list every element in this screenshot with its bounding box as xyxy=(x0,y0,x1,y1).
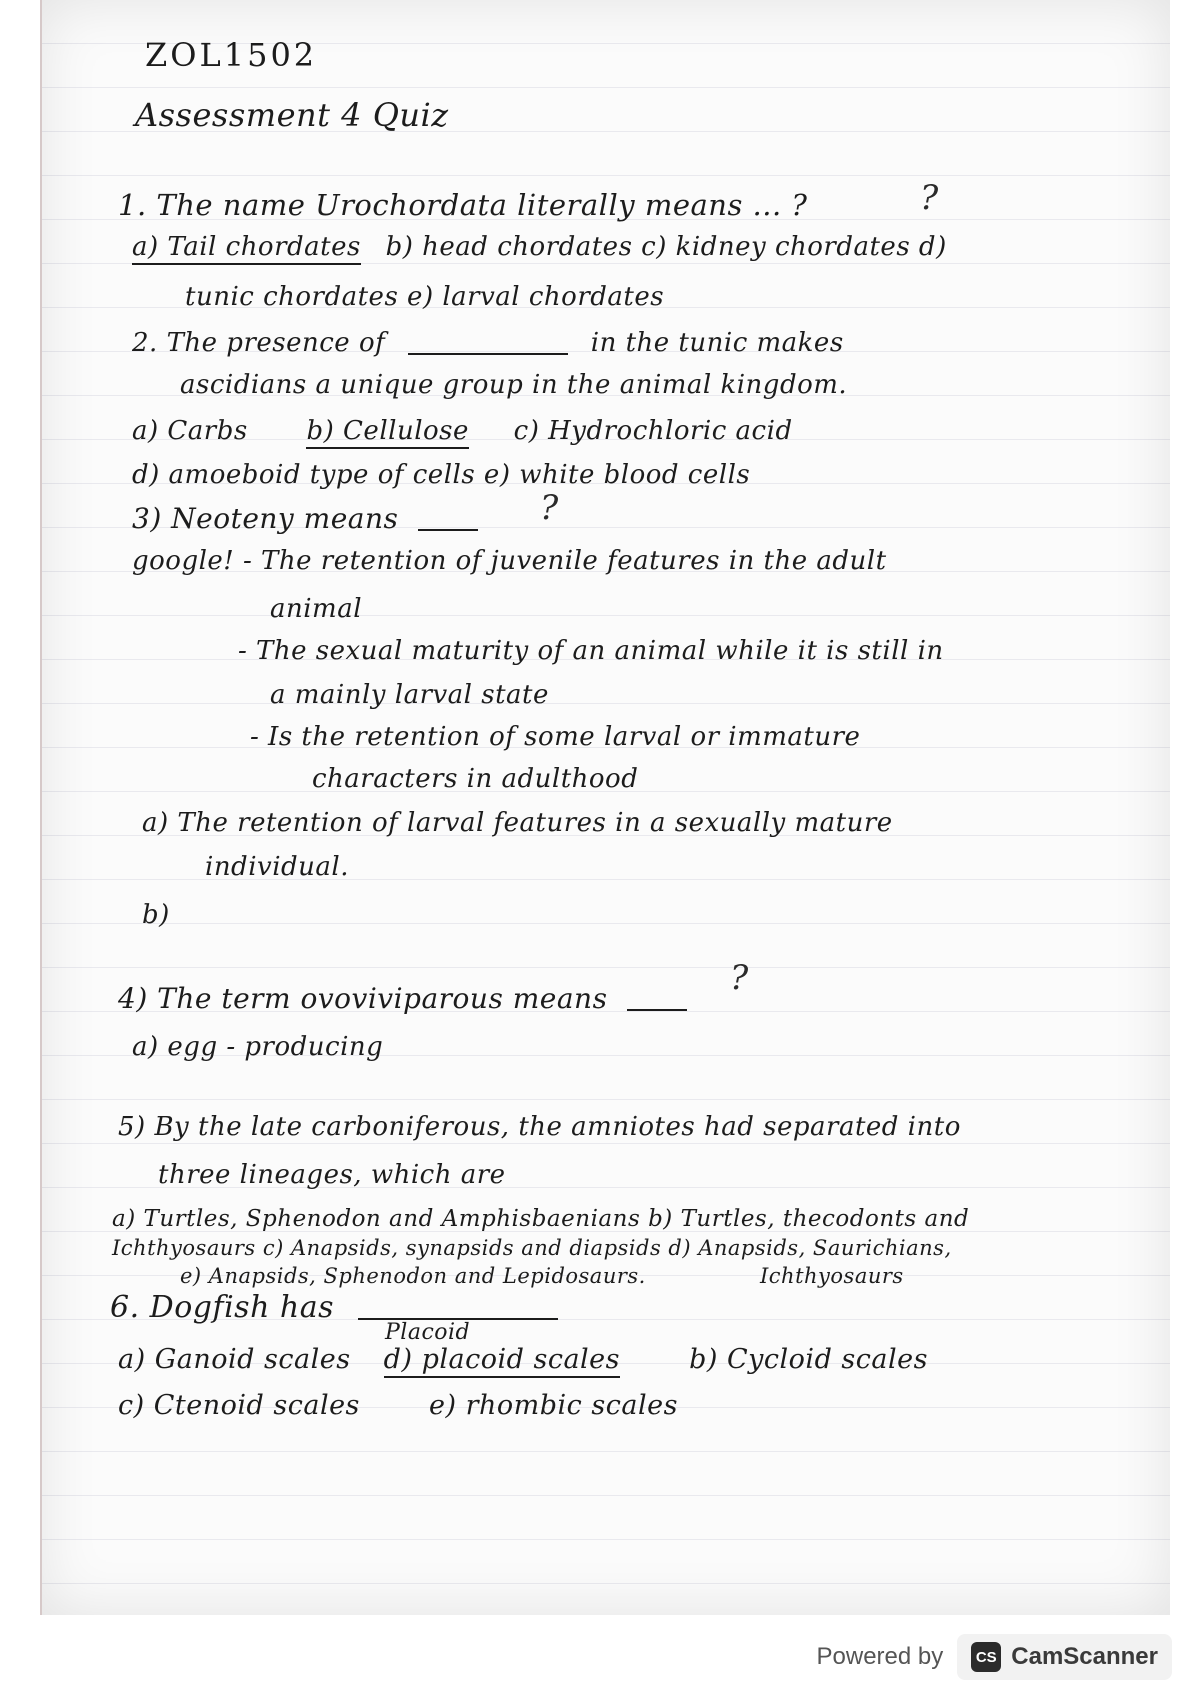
q5-stem: 5) By the late carboniferous, the amniotes had separated into xyxy=(118,1112,961,1142)
q3-blank xyxy=(418,511,478,531)
q3-note-3: - Is the retention of some larval or immature xyxy=(250,722,861,752)
quiz-title: Assessment 4 Quiz xyxy=(135,96,449,134)
scanned-page xyxy=(40,0,1170,1615)
q2-option-a: a) Carbs xyxy=(132,416,248,446)
q4-option-a: a) egg - producing xyxy=(132,1032,384,1062)
q6-correction: Placoid xyxy=(385,1320,471,1345)
q4-stem-line xyxy=(118,982,697,1015)
q6-stem-line xyxy=(110,1290,572,1325)
q6-option-c: c) Ctenoid scales xyxy=(118,1390,360,1421)
q2-stem-line1 xyxy=(132,328,844,358)
q2-stem-line2: ascidians a unique group in the animal kingdom. xyxy=(180,370,848,400)
q2-option-c: c) Hydrochloric acid xyxy=(513,416,793,446)
q6-options-row1 xyxy=(118,1344,928,1375)
course-code: ZOL1502 xyxy=(145,36,318,74)
q2-options-de: d) amoeboid type of cells e) white blood cells xyxy=(132,460,751,490)
q3-stem-line xyxy=(132,502,488,535)
question-mark-q3: ? xyxy=(540,488,559,528)
powered-by-text: Powered by xyxy=(816,1643,944,1670)
q5-stem-2: three lineages, which are xyxy=(158,1160,506,1190)
q6-option-e: e) rhombic scales xyxy=(429,1390,678,1421)
camscanner-footer xyxy=(817,1630,1172,1684)
q2-stem-before: 2. The presence of xyxy=(132,328,386,358)
q5-options-ab: a) Turtles, Sphenodon and Amphisbaenians b) Turtles, thecodonts and xyxy=(112,1206,970,1232)
q2-blank xyxy=(408,333,568,355)
q3-note-1b: animal xyxy=(270,594,363,624)
q3-note-1: google! - The retention of juvenile features in the adult xyxy=(132,546,887,576)
q2-options-abc xyxy=(132,416,793,446)
q3-option-a: a) The retention of larval features in a sexually mature xyxy=(142,808,893,838)
q3-note-2: - The sexual maturity of an animal while it is still in xyxy=(238,636,944,666)
q3-option-b: b) xyxy=(142,900,170,930)
q1-option-a: a) Tail chordates xyxy=(132,232,361,265)
q1-options-bcd: b) head chordates c) kidney chordates d) xyxy=(385,232,947,262)
q5-option-d-cont: Ichthyosaurs xyxy=(760,1264,904,1288)
q6-option-d: d) placoid scales xyxy=(384,1344,620,1378)
q2-stem-after: in the tunic makes xyxy=(590,328,844,358)
q5-option-e: e) Anapsids, Sphenodon and Lepidosaurs. xyxy=(180,1264,646,1288)
q4-stem: 4) The term ovoviviparous means xyxy=(118,982,608,1015)
q6-option-b: b) Cycloid scales xyxy=(689,1344,928,1375)
camscanner-brand-name: CamScanner xyxy=(1011,1643,1158,1670)
q6-options-row2 xyxy=(118,1390,678,1421)
q6-stem: 6. Dogfish has xyxy=(110,1290,335,1325)
q3-option-a-cont: individual. xyxy=(205,852,349,882)
margin-rule xyxy=(40,0,42,1615)
q3-note-2b: a mainly larval state xyxy=(270,680,549,710)
q5-options-bcd: Ichthyosaurs c) Anapsids, synapsids and diapsids d) Anapsids, Saurichians, xyxy=(112,1236,952,1260)
q1-options-de: tunic chordates e) larval chordates xyxy=(185,282,665,312)
q3-stem: 3) Neoteny means xyxy=(132,502,399,535)
camscanner-badge xyxy=(957,1634,1172,1680)
question-mark-q1: ? xyxy=(920,178,939,218)
q6-option-a: a) Ganoid scales xyxy=(118,1344,351,1375)
camscanner-logo-icon: CS xyxy=(971,1642,1001,1672)
question-mark-q4: ? xyxy=(730,958,749,998)
q4-blank xyxy=(627,991,687,1011)
q3-note-3b: characters in adulthood xyxy=(312,764,639,794)
q1-options-row1 xyxy=(132,232,947,262)
q2-option-b: b) Cellulose xyxy=(306,416,468,449)
q1-stem: 1. The name Urochordata literally means ... ? xyxy=(118,188,808,222)
q6-blank xyxy=(358,1298,558,1320)
